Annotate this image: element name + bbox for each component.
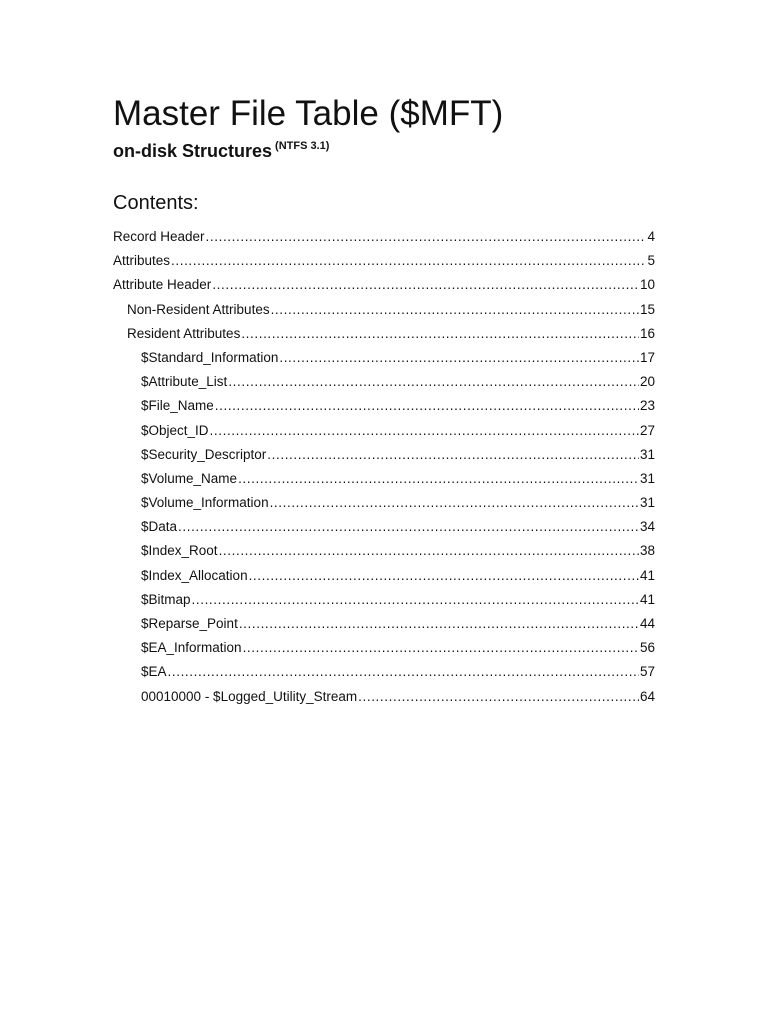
toc-entry[interactable] (113, 638, 655, 662)
toc-dot-leader (239, 614, 639, 634)
toc-entry-page-number: 5 (647, 253, 655, 269)
toc-dot-leader (215, 396, 639, 416)
toc-entry-label: Non-Resident Attributes (127, 301, 270, 317)
toc-entry[interactable] (113, 348, 655, 372)
toc-entry[interactable] (113, 396, 655, 420)
toc-entry[interactable] (113, 517, 655, 541)
toc-entry-label: Attribute Header (113, 277, 212, 293)
toc-entry-page-number: 27 (639, 422, 655, 438)
toc-dot-leader (210, 421, 639, 441)
toc-entry-page-number: 4 (647, 229, 655, 244)
toc-entry-label: $Volume_Name (141, 470, 238, 486)
toc-entry-label: $Data (141, 519, 178, 535)
toc-entry-label: $File_Name (141, 398, 214, 414)
toc-dot-leader (168, 662, 639, 682)
toc-dot-leader (206, 227, 647, 247)
toc-entry[interactable] (113, 566, 655, 590)
toc-dot-leader (212, 275, 639, 295)
toc-entry-label: $Index_Allocation (141, 567, 248, 583)
toc-entry[interactable] (113, 421, 655, 445)
toc-entry[interactable] (113, 324, 655, 348)
toc-entry-page-number: 31 (639, 495, 655, 511)
toc-entry[interactable] (113, 275, 655, 299)
toc-entry-label: $EA (141, 664, 167, 680)
toc-entry-page-number: 15 (639, 301, 655, 317)
toc-entry-page-number: 41 (639, 591, 655, 607)
toc-entry-page-number: 23 (639, 398, 655, 414)
toc-entry-label: $Volume_Information (141, 495, 269, 511)
toc-entry[interactable] (113, 614, 655, 638)
toc-entry-label: $Security_Descriptor (141, 446, 267, 462)
toc-dot-leader (219, 541, 639, 561)
subtitle-superscript: (NTFS 3.1) (275, 140, 330, 152)
toc-dot-leader (270, 493, 639, 513)
toc-dot-leader (178, 517, 639, 537)
toc-dot-leader (249, 566, 639, 586)
toc-entry[interactable] (113, 445, 655, 469)
toc-entry-page-number: 16 (639, 325, 655, 341)
toc-entry-page-number: 10 (639, 277, 655, 293)
toc-entry[interactable] (113, 372, 655, 396)
toc-entry-label: $Bitmap (141, 591, 191, 607)
toc-entry-page-number: 17 (639, 349, 655, 365)
toc-entry[interactable] (113, 300, 655, 324)
toc-dot-leader (228, 372, 639, 392)
toc-entry[interactable] (113, 687, 655, 711)
toc-dot-leader (267, 445, 639, 465)
toc-entry-page-number: 38 (639, 543, 655, 559)
toc-dot-leader (358, 687, 639, 707)
toc-entry[interactable] (113, 541, 655, 565)
contents-heading: Contents: (113, 192, 199, 214)
toc-dot-leader (238, 469, 639, 489)
document-title: Master File Table ($MFT) (113, 94, 504, 133)
toc-dot-leader (192, 590, 639, 610)
toc-entry-label: $Reparse_Point (141, 616, 238, 631)
toc-entry-page-number: 64 (639, 688, 655, 704)
toc-dot-leader (243, 638, 639, 658)
toc-entry-label: Record Header (113, 229, 205, 244)
toc-entry-label: $Index_Root (141, 543, 218, 559)
toc-entry[interactable] (113, 469, 655, 493)
toc-entry-page-number: 44 (639, 616, 655, 631)
toc-entry[interactable] (113, 251, 655, 275)
toc-entry[interactable] (113, 662, 655, 686)
toc-entry-page-number: 31 (639, 470, 655, 486)
toc-dot-leader (271, 300, 639, 320)
toc-entry-label: $Standard_Information (141, 349, 279, 365)
toc-entry-page-number: 20 (639, 374, 655, 390)
toc-entry-label: Attributes (113, 253, 171, 269)
toc-entry-label: $EA_Information (141, 640, 242, 656)
toc-entry-page-number: 31 (639, 446, 655, 462)
toc-dot-leader (171, 251, 646, 271)
toc-entry[interactable] (113, 227, 655, 251)
toc-entry-label: Resident Attributes (127, 325, 241, 341)
toc-entry-label: $Attribute_List (141, 374, 228, 390)
toc-entry[interactable] (113, 590, 655, 614)
toc-dot-leader (241, 324, 639, 344)
table-of-contents (113, 227, 655, 711)
toc-entry-page-number: 57 (639, 664, 655, 680)
toc-dot-leader (279, 348, 639, 368)
toc-entry-label: 00010000 - $Logged_Utility_Stream (141, 688, 358, 704)
toc-entry-label: $Object_ID (141, 422, 209, 438)
toc-entry-page-number: 56 (639, 640, 655, 656)
subtitle-text: on-disk Structures (113, 141, 273, 161)
toc-entry-page-number: 34 (639, 519, 655, 535)
document-subtitle (113, 134, 329, 163)
toc-entry[interactable] (113, 493, 655, 517)
toc-entry-page-number: 41 (639, 567, 655, 583)
